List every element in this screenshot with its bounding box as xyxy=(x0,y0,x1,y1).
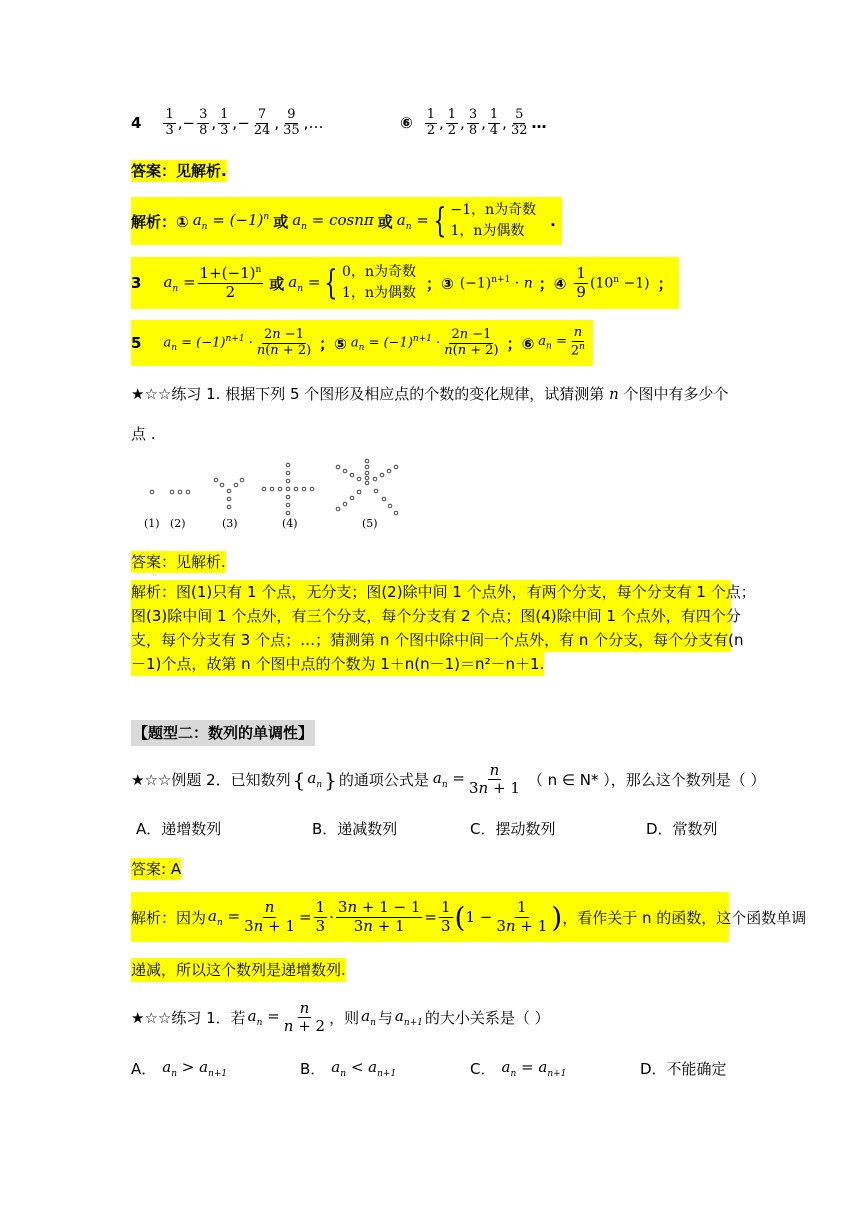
dot xyxy=(286,495,290,499)
figure-label: (3) xyxy=(222,517,238,530)
option-d: D．不能确定 xyxy=(640,1060,727,1078)
dot xyxy=(382,497,386,501)
option-c: C．摆动数列 xyxy=(470,820,556,838)
variable-n: n xyxy=(609,385,619,403)
dot xyxy=(220,483,224,487)
option-c: C． $a_n = a_{n+1}$ xyxy=(470,1058,567,1079)
option-a: A． $a_n > a_{n+1}$ xyxy=(131,1058,228,1079)
item-number: 3 xyxy=(131,274,142,292)
case-odd: −1，n为奇数 xyxy=(450,202,537,218)
term: $\frac{9}{35}$ xyxy=(283,107,300,138)
figure-label: (2) xyxy=(170,517,186,530)
dot xyxy=(365,465,369,469)
exercise-1-line2: 点 . xyxy=(131,425,156,443)
or-text: 或 xyxy=(377,212,393,231)
dot xyxy=(286,463,290,467)
dot xyxy=(394,511,398,515)
ellipsis: … xyxy=(308,114,324,133)
option-label: A． xyxy=(131,1060,157,1078)
analysis-label: 解析：因为 xyxy=(131,908,207,927)
figure-label: (4) xyxy=(282,517,298,530)
analysis-line-3: 3 $a_n$ = $\frac{1+(-1)^n}{2}$ 或 $a_n$ = { 0，n为奇数 1，n为偶数 ；③ $(-1)^{n+1} \cdot n$ ；④ $\frac{1}{9}$ $(10^n -1)$ ； xyxy=(131,257,679,309)
exercise-text: ★☆☆练习 1．若 xyxy=(131,1009,246,1028)
example-2: ★☆☆例题 2．已知数列 { $a_n$ } 的通项公式是 $a_n$ = $\frac{n}{3n + 1}$ （ n ∈ N* ），那么这个数列是（ ） xyxy=(131,761,766,798)
dot xyxy=(387,469,391,473)
option-label: C． xyxy=(470,1060,496,1078)
dot xyxy=(186,490,190,494)
exercise-text: ★☆☆练习 1. 根据下列 5 个图形及相应点的个数的变化规律，试猜测第 xyxy=(131,385,605,403)
term: $\frac{5}{32}$ xyxy=(510,107,528,138)
dot xyxy=(150,490,154,494)
analysis-3-line2: 递减，所以这个数列是递增数列. xyxy=(131,958,346,982)
dot xyxy=(365,471,369,475)
example-text: （ n ∈ N* ），那么这个数列是（ ） xyxy=(527,771,766,790)
dot xyxy=(286,511,290,515)
dot xyxy=(178,490,182,494)
dot xyxy=(286,487,290,491)
dot xyxy=(357,490,361,494)
section-title: 【题型二：数列的单调性】 xyxy=(131,720,315,746)
analysis-3: 解析：因为 $a_n$ = $\frac{n}{3n + 1}$ = $\frac{1}{3}$ · $\frac{3n + 1 - 1}{3n + 1}$ = $\frac{1}{3}$ ( 1 − $\frac{1}{3n + 1}$ ) ，看作关于 n 的函数，这个函数单调 xyxy=(131,892,729,942)
analysis-2-line: 解析：图(1)只有 1 个点，无分支；图(2)除中间 1 个点外，有两个分支，每个分支有 1 个点； xyxy=(131,580,731,604)
separator: ；⑤ xyxy=(319,334,347,353)
term: $\frac{1}{4}$ xyxy=(489,107,499,138)
dot xyxy=(374,489,378,493)
analysis-1: 解析：① $a_n = (-1)^n$ 或 $a_n = \cos n\pi$ 或 $a_n$ = { −1，n为奇数 1，n为偶数 . xyxy=(131,197,562,245)
analysis-2-line: －1)个点，故第 n 个图中点的个数为 1＋n(n－1)＝n²－n＋1. xyxy=(131,652,544,676)
or-text: 或 xyxy=(273,212,289,231)
dot xyxy=(365,476,369,480)
case-odd: 0，n为奇数 xyxy=(342,264,416,280)
dot xyxy=(262,487,266,491)
dot xyxy=(227,489,231,493)
term: $\frac{1}{3}$ xyxy=(165,107,174,138)
example-text: 的通项公式是 xyxy=(338,771,429,790)
dot xyxy=(365,459,369,463)
term: $\frac{1}{3}$ xyxy=(220,107,229,138)
ellipsis: … xyxy=(531,114,547,133)
exercise-text: 个图中有多少个 xyxy=(623,385,729,403)
dot xyxy=(365,481,369,485)
dot xyxy=(343,469,347,473)
dot xyxy=(310,487,314,491)
separator: ；④ xyxy=(538,274,567,293)
exercise-1 xyxy=(131,382,729,406)
term: $\frac{1}{2}$ xyxy=(447,107,457,138)
answer-1: 答案：见解析. xyxy=(131,162,227,180)
analysis-2-line: 支，每个分支有 3 个点；…；猜测第 n 个图中除中间一个点外，有 n 个分支，每个分支有(n xyxy=(131,628,731,652)
dot xyxy=(214,478,218,482)
analysis-text: ，看作关于 n 的函数，这个函数单调 xyxy=(562,908,807,927)
option-d: D．常数列 xyxy=(646,820,718,838)
exercise-text: 与 xyxy=(377,1009,393,1028)
dot xyxy=(388,504,392,508)
dot xyxy=(286,503,290,507)
dot xyxy=(286,479,290,483)
separator: ；⑥ xyxy=(506,334,535,353)
term: $\frac{3}{8}$ xyxy=(199,107,208,138)
term: $\frac{1}{2}$ xyxy=(426,107,435,138)
dot-figures xyxy=(140,455,410,537)
dot xyxy=(286,471,290,475)
item-number: ⑥ xyxy=(400,114,413,133)
dot xyxy=(234,483,238,487)
dot xyxy=(350,496,354,500)
dot xyxy=(227,497,231,501)
item-number: 5 xyxy=(131,334,142,352)
case-even: 1，n为偶数 xyxy=(450,223,525,239)
analysis-2 xyxy=(131,580,756,676)
item-number: 4 xyxy=(131,114,142,133)
exercise-2: ★☆☆练习 1．若 $a_n$ = $\frac{n}{n + 2}$ ，则 $a_n$ 与 $a_{n+1}$ 的大小关系是（ ） xyxy=(131,999,550,1036)
exercise-text: 的大小关系是（ ） xyxy=(424,1009,550,1028)
answer-2: 答案：见解析. xyxy=(131,553,226,571)
term: $\frac{7}{24}$ xyxy=(253,107,271,138)
dot xyxy=(240,478,244,482)
dot xyxy=(343,502,347,506)
example-text: ★☆☆例题 2．已知数列 xyxy=(131,771,291,790)
dot xyxy=(380,473,384,477)
question-6: ⑥ $\frac{1}{2}$ , $\frac{1}{2}$ , $\frac{3}{8}$ , $\frac{1}{4}$ , $\frac{5}{32}$ … xyxy=(400,107,547,138)
option-label: B． xyxy=(300,1060,326,1078)
question-4: 4 $\frac{1}{3}$ , − $\frac{3}{8}$ , $\frac{1}{3}$ , − $\frac{7}{24}$ , $\frac{9}{35}$ , … xyxy=(131,107,324,138)
dot xyxy=(227,505,231,509)
exercise-text: ，则 xyxy=(329,1009,360,1028)
analysis-line-5: 5 $a_n = (-1)^{n+1}$ · $\frac{2n -1}{n(n + 2)}$ ；⑤ $a_n = (-1)^{n+1}$ · $\frac{2n -1}{n(n + 2)}$ ；⑥ $a_n$ = $\frac{n}{2^n}$ xyxy=(131,320,593,366)
analysis-label: 解析：① xyxy=(131,212,189,231)
dot xyxy=(170,490,174,494)
dot xyxy=(270,487,274,491)
dot xyxy=(294,487,298,491)
dot xyxy=(336,465,340,469)
separator: ； xyxy=(657,274,673,293)
case-even: 1，n为偶数 xyxy=(342,285,416,301)
answer-3: 答案: A xyxy=(131,860,182,878)
dot xyxy=(357,477,361,481)
option-a: A．递增数列 xyxy=(136,820,222,838)
option-b: B．递减数列 xyxy=(312,820,398,838)
dot xyxy=(302,487,306,491)
option-b: B． $a_n < a_{n+1}$ xyxy=(300,1058,397,1079)
dot xyxy=(373,477,377,481)
figure-label: (1) xyxy=(144,517,160,530)
term: $\frac{3}{8}$ xyxy=(468,107,478,138)
dot xyxy=(278,487,282,491)
separator: ；③ xyxy=(425,274,454,293)
analysis-2-line: 图(3)除中间 1 个点外，有三个分支，每个分支有 2 个点；图(4)除中间 1 个点外，有四个分 xyxy=(131,604,731,628)
or-text: 或 xyxy=(269,274,285,293)
dot xyxy=(350,473,354,477)
dot xyxy=(336,507,340,511)
figure-label: (5) xyxy=(362,517,378,530)
dot xyxy=(394,465,398,469)
